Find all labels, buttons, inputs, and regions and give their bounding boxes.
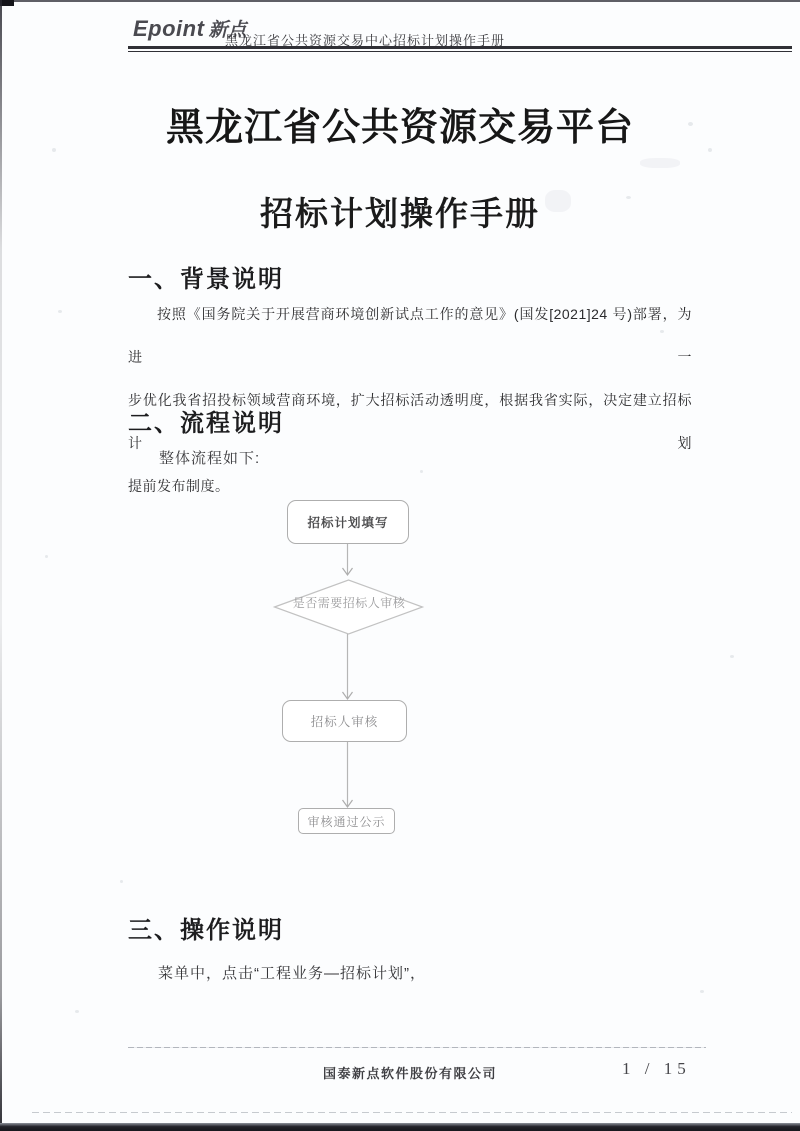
footer-company-name: 国泰新点软件股份有限公司 <box>322 1066 497 1081</box>
flow-step-tenderer-review: 招标人审核 <box>282 700 407 742</box>
operation-instruction-text: 菜单中，点击“工程业务—招标计划”， <box>158 965 426 982</box>
process-intro-text: 整体流程如下: <box>159 450 261 467</box>
section-heading-process: 二、流程说明 <box>128 410 284 437</box>
scan-noise <box>700 990 704 993</box>
scan-noise <box>120 880 123 883</box>
paragraph-line: 按照《国务院关于开展营商环境创新试点工作的意见》(国发[2021]24 号)部署，为进一 <box>128 306 692 365</box>
flowchart-canvas <box>270 495 440 840</box>
scan-artifact-line <box>32 1112 792 1113</box>
scan-edge-top-corner <box>0 0 14 6</box>
scan-noise <box>45 555 48 558</box>
flow-step-publicity: 审核通过公示 <box>298 808 395 834</box>
flow-step-fill-plan: 招标计划填写 <box>287 500 409 544</box>
page-number: 1 / 15 <box>622 1059 691 1078</box>
page-subtitle: 招标计划操作手册 <box>260 195 540 232</box>
page-title: 黑龙江省公共资源交易平台 <box>165 107 634 149</box>
flow-decision-label: 是否需要招标人审核 <box>292 596 406 610</box>
footer-divider <box>128 1047 706 1048</box>
scan-edge-bottom <box>0 1123 800 1131</box>
section-heading-background: 一、背景说明 <box>128 266 284 293</box>
scan-edge-left <box>0 0 2 1131</box>
scan-edge-top <box>0 0 800 2</box>
scan-noise <box>640 158 680 168</box>
header-document-title: 黑龙江省公共资源交易中心招标计划操作手册 <box>225 33 506 48</box>
scan-noise <box>58 310 62 313</box>
background-paragraph <box>128 293 692 508</box>
process-flowchart <box>270 495 440 840</box>
scan-noise <box>730 655 734 658</box>
header-divider <box>128 46 792 52</box>
epoint-logo-cjk: 新点 <box>208 20 247 41</box>
paragraph-line: 步优化我省招投标领域营商环境，扩大招标活动透明度，根据我省实际，决定建立招标计划 <box>128 392 692 451</box>
paragraph-line: 提前发布制度。 <box>128 478 230 494</box>
epoint-logo-latin: Epoint <box>133 16 205 41</box>
scan-noise <box>75 1010 79 1013</box>
section-heading-operation: 三、操作说明 <box>128 917 284 944</box>
